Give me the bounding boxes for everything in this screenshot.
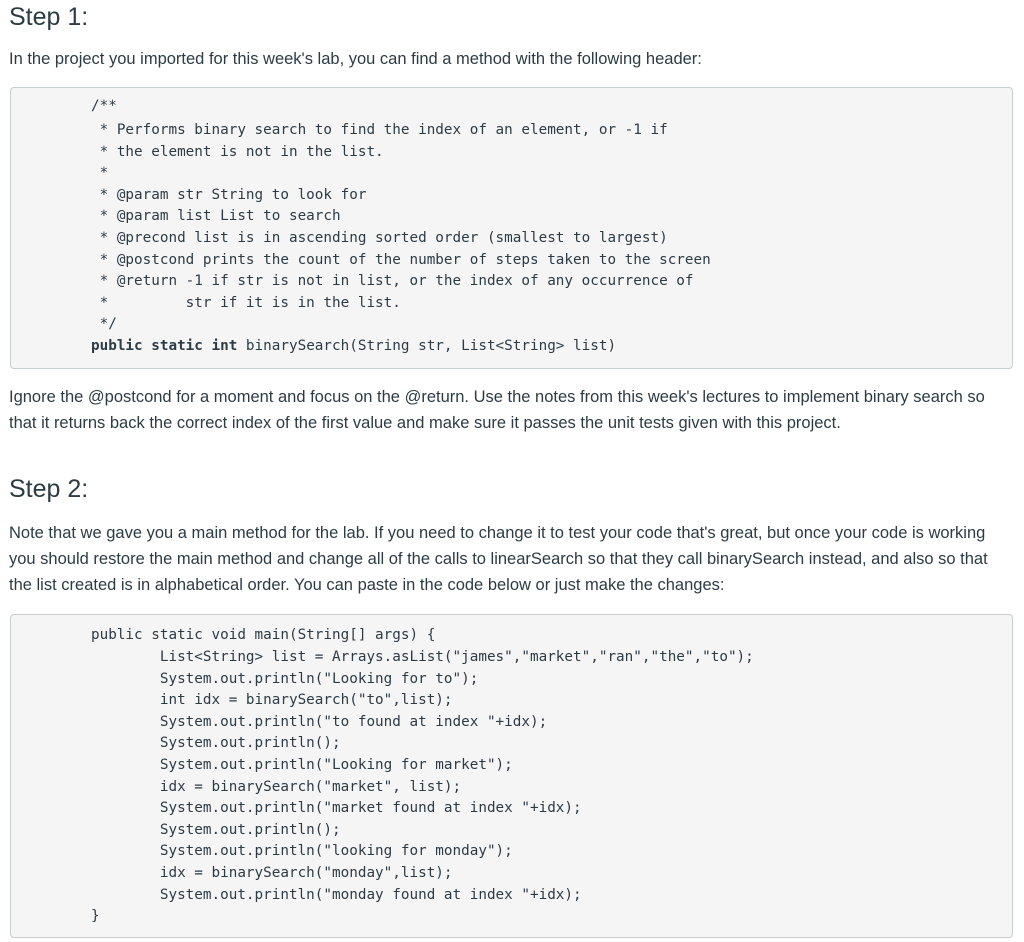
main-method-code-block bbox=[10, 614, 1013, 938]
code-line: * Performs binary search to find the index of an element, or -1 if bbox=[91, 122, 668, 138]
code-line: System.out.println("Looking for to"); bbox=[91, 671, 479, 687]
code-line: int idx = binarySearch("to",list); bbox=[91, 692, 453, 708]
code-line: * @precond list is in ascending sorted order (smallest to largest) bbox=[91, 230, 668, 246]
code-line: * @param list List to search bbox=[91, 208, 341, 224]
code-line: System.out.println("to found at index "+idx); bbox=[91, 714, 548, 730]
code-line: * @return -1 if str is not in list, or the index of any occurrence of bbox=[91, 273, 694, 289]
code-line: System.out.println(); bbox=[91, 735, 341, 751]
code-line: System.out.println("looking for monday"); bbox=[91, 843, 513, 859]
code-line: * str if it is in the list. bbox=[91, 295, 401, 311]
code-line: System.out.println("Looking for market"); bbox=[91, 757, 513, 773]
signature-keywords: public static int bbox=[91, 338, 238, 354]
code-line: List<String> list = Arrays.asList("james","market","ran","the","to"); bbox=[91, 649, 754, 665]
step1-heading: Step 1: bbox=[9, 3, 89, 31]
code-line: System.out.println(); bbox=[91, 822, 341, 838]
method-signature bbox=[91, 336, 616, 358]
step1-instructions: Ignore the @postcond for a moment and focus on the @return. Use the notes from this week's lectures to implement binary search so that it returns back the correct index of the first value and make sure it passes the unit tests given with this project. bbox=[9, 388, 985, 432]
code-line: System.out.println("monday found at index "+idx); bbox=[91, 887, 582, 903]
step1-intro: In the project you imported for this week's lab, you can find a method with the following header: bbox=[9, 50, 702, 68]
code-line: public static void main(String[] args) { bbox=[91, 627, 436, 643]
code-line: System.out.println("market found at index "+idx); bbox=[91, 800, 582, 816]
code-line: } bbox=[91, 908, 100, 924]
code-line: * the element is not in the list. bbox=[91, 144, 384, 160]
code-line: * @param str String to look for bbox=[91, 187, 367, 203]
code-line: * @postcond prints the count of the number of steps taken to the screen bbox=[91, 252, 711, 268]
method-header-code-block bbox=[10, 87, 1013, 369]
step2-intro: Note that we gave you a main method for the lab. If you need to change it to test your code that's great, but once your code is working you should restore the main method and change all of the calls to linearSearch so that they call binarySearch instead, and also so that the list created is in alphabetical order. You can paste in the code below or just make the changes: bbox=[9, 524, 988, 594]
code-line: */ bbox=[91, 316, 117, 332]
signature-rest: binarySearch(String str, List<String> list) bbox=[237, 338, 617, 354]
code-line: idx = binarySearch("monday",list); bbox=[91, 865, 453, 881]
code-line: * bbox=[91, 165, 109, 181]
step2-heading: Step 2: bbox=[9, 475, 89, 503]
code-line: idx = binarySearch("market", list); bbox=[91, 779, 462, 795]
code-line: /** bbox=[91, 98, 117, 114]
